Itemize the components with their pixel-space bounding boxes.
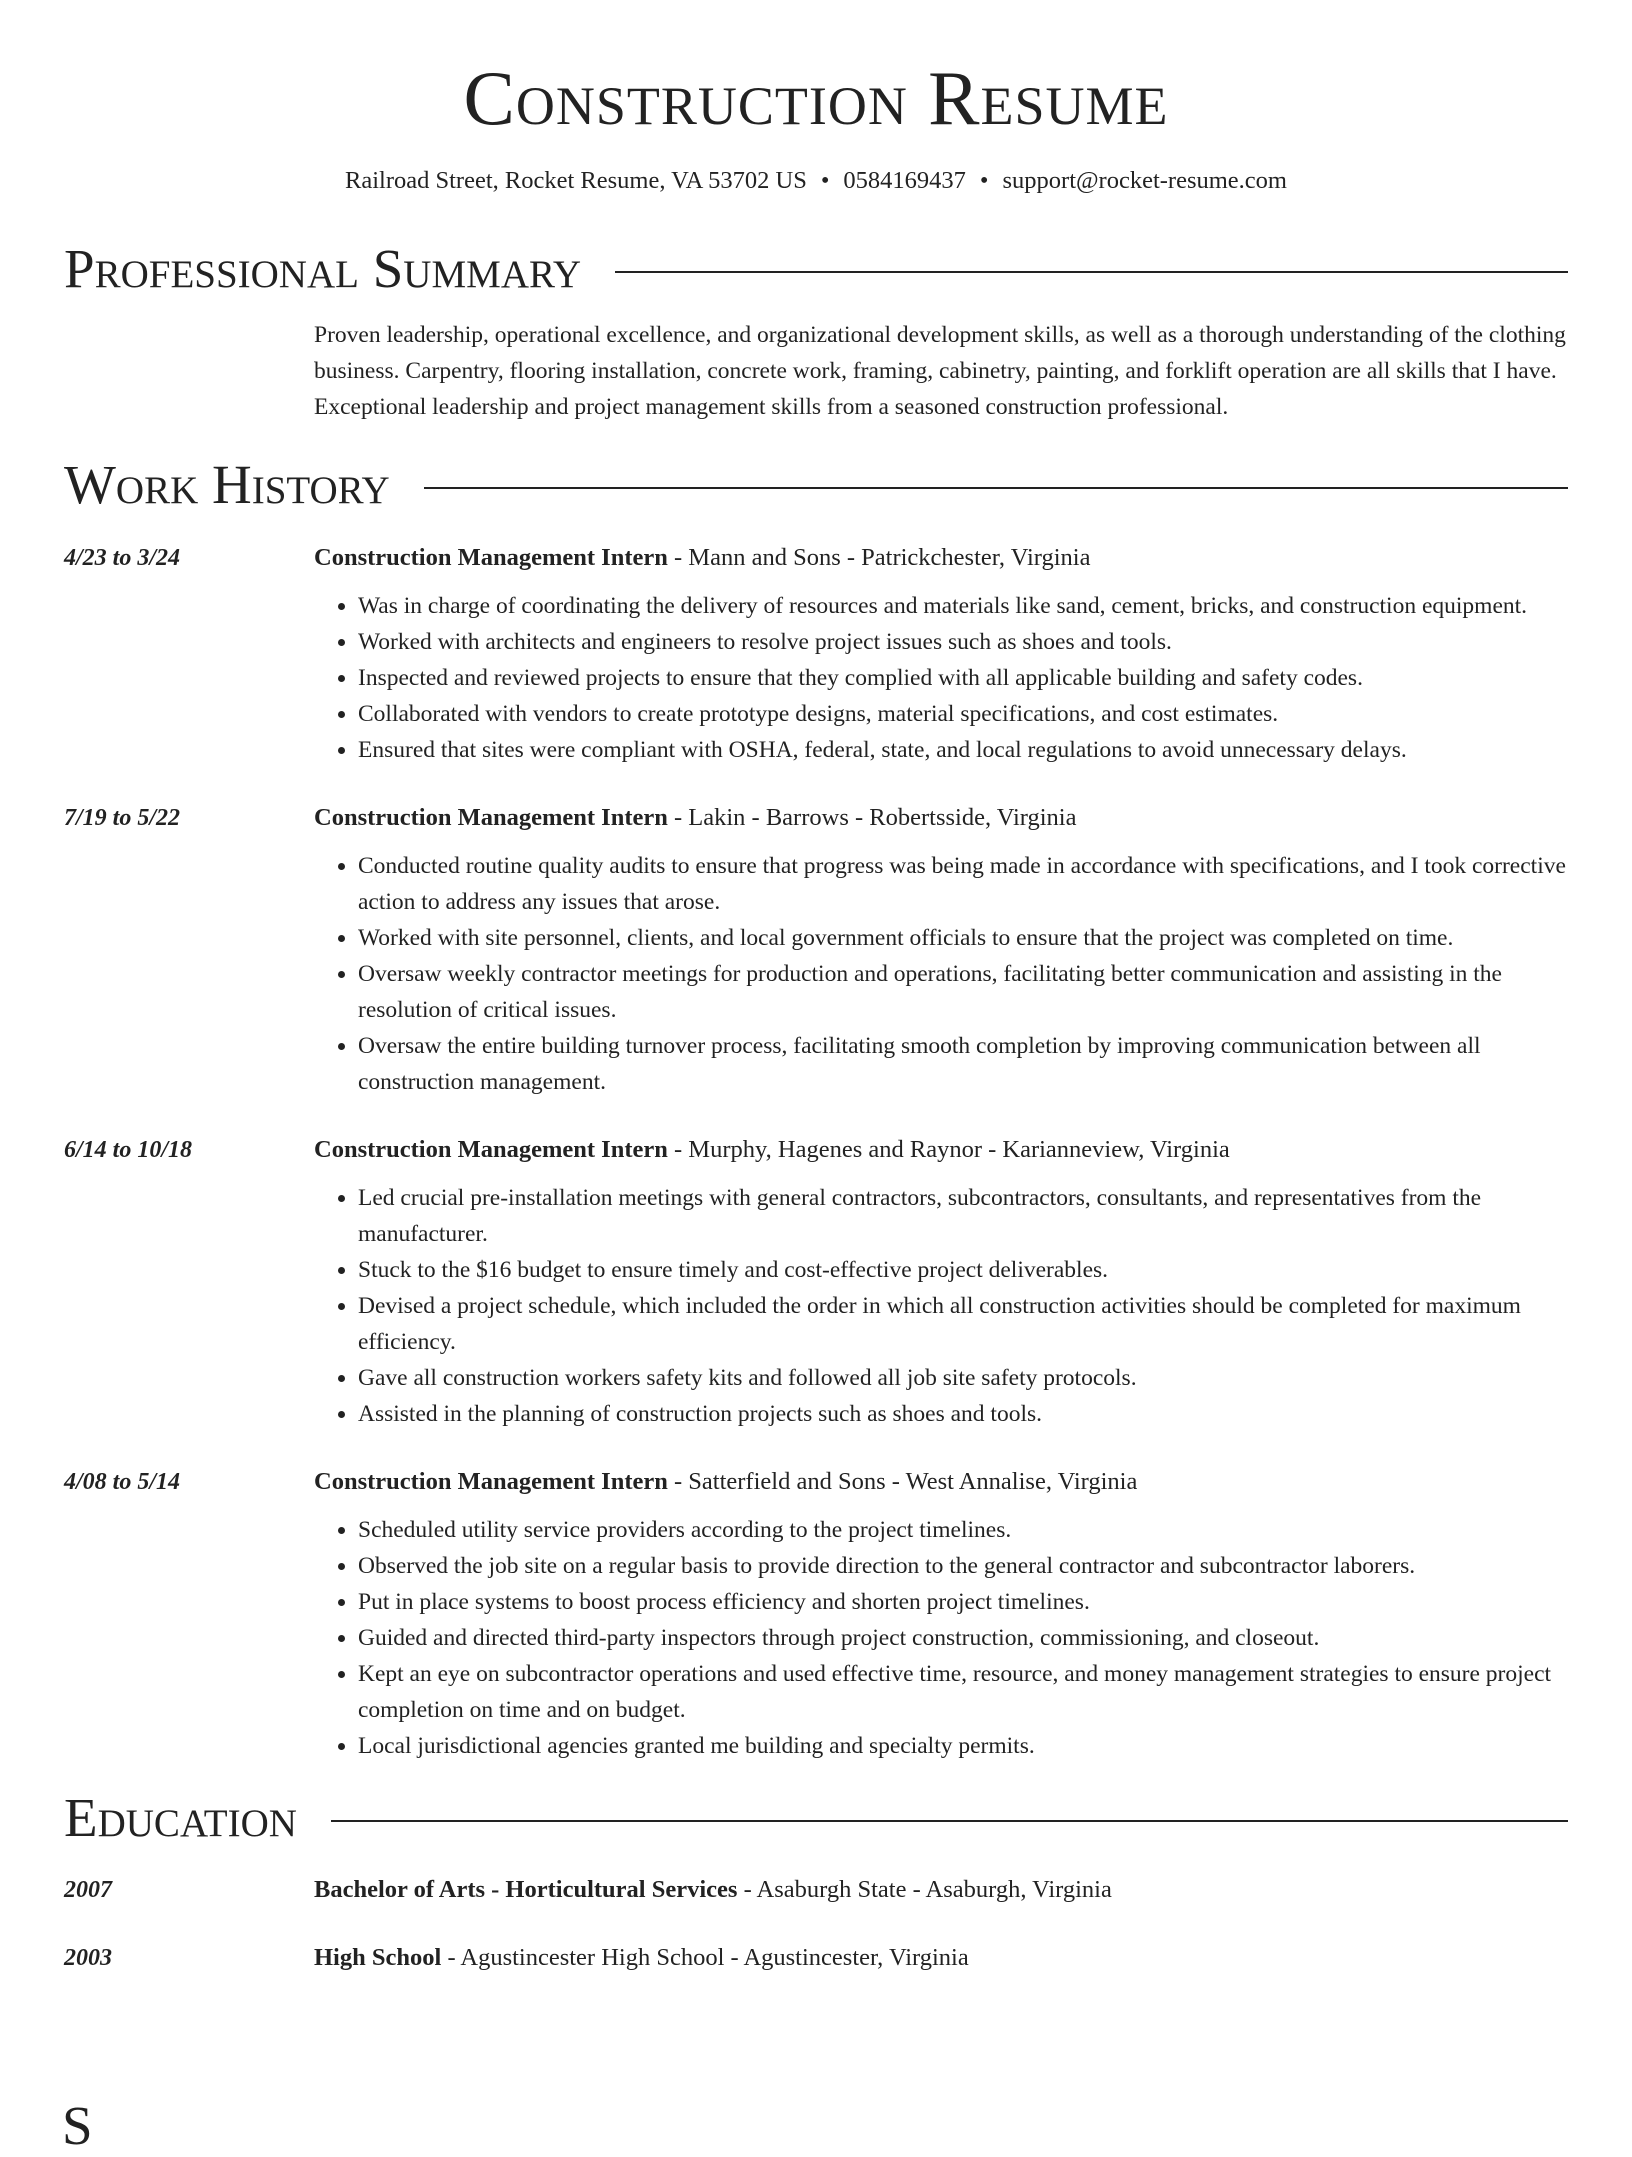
job-employer-location: - Murphy, Hagenes and Raynor - Karianneview, Virginia (667, 1135, 1230, 1163)
contact-separator: • (979, 166, 989, 194)
contact-phone: 0584169437 (843, 166, 966, 194)
job-bullet: • Was in charge of coordinating the delivery of resources and materials like sand, cement, bricks, and construction equipment. (358, 588, 1568, 624)
job-bullet: • Worked with site personnel, clients, and local government officials to ensure that the project was completed on time. (358, 920, 1568, 956)
job-entry (64, 540, 1568, 768)
education-entry (64, 1940, 1568, 1976)
job-bullet: • Guided and directed third-party inspectors through project construction, commissioning, and closeout. (358, 1620, 1568, 1656)
job-bullet: • Scheduled utility service providers according to the project timelines. (358, 1512, 1568, 1548)
section-divider (331, 1820, 1568, 1822)
job-title-line (314, 540, 1568, 576)
job-dates: 4/23 to 3/24 (64, 544, 181, 571)
job-bullet: • Devised a project schedule, which included the order in which all construction activities should be completed for maximum efficiency. (358, 1288, 1568, 1360)
summary-heading: Professional Summary (64, 237, 582, 299)
job-bullet: • Collaborated with vendors to create prototype designs, material specifications, and cost estimates. (358, 696, 1568, 732)
contact-line (64, 167, 1568, 195)
job-bullet: • Gave all construction workers safety kits and followed all job site safety protocols. (358, 1360, 1568, 1396)
section-divider (615, 271, 1568, 273)
job-role: Construction Management Intern (314, 1467, 668, 1495)
job-entry (64, 1132, 1568, 1432)
job-bullet: • Ensured that sites were compliant with OSHA, federal, state, and local regulations to avoid unnecessary delays. (358, 732, 1568, 768)
job-bullets (314, 1180, 1568, 1432)
job-bullet: • Observed the job site on a regular basis to provide direction to the general contractor and subcontractor laborers. (358, 1548, 1568, 1584)
next-section-heading-partial: S (62, 2095, 93, 2156)
job-bullet: • Conducted routine quality audits to ensure that progress was being made in accordance with specifications, and I took corrective action to address any issues that arose. (358, 848, 1568, 920)
job-role: Construction Management Intern (314, 1135, 668, 1163)
education-degree: High School (314, 1944, 442, 1972)
education-year: 2003 (64, 1945, 112, 1972)
job-title-line (314, 800, 1568, 836)
job-employer-location: - Lakin - Barrows - Robertsside, Virginia (667, 803, 1077, 831)
job-bullets (314, 1512, 1568, 1764)
job-bullet: • Oversaw the entire building turnover process, facilitating smooth completion by improving communication between all construction management. (358, 1028, 1568, 1100)
summary-section-header (64, 239, 1568, 300)
work-section-header (64, 455, 1568, 516)
job-bullet: • Stuck to the $16 budget to ensure timely and cost-effective project deliverables. (358, 1252, 1568, 1288)
job-bullets (314, 588, 1568, 768)
job-bullet: • Put in place systems to boost process efficiency and shorten project timelines. (358, 1584, 1568, 1620)
job-dates: 6/14 to 10/18 (64, 1136, 193, 1163)
job-bullet: • Worked with architects and engineers to resolve project issues such as shoes and tools. (358, 624, 1568, 660)
section-divider (424, 487, 1568, 489)
job-role: Construction Management Intern (314, 803, 668, 831)
job-bullet: • Inspected and reviewed projects to ensure that they complied with all applicable building and safety codes. (358, 660, 1568, 696)
job-entry (64, 1464, 1568, 1764)
job-dates: 4/08 to 5/14 (64, 1468, 181, 1495)
summary-text: Proven leadership, operational excellence, and organizational development skills, as well as a thorough understanding of the clothing business. Carpentry, flooring installation, concrete work, framing, cabinetry, painting, and forklift operation are all skills that I have. Exceptional leadership and project management skills from a seasoned construction professional. (314, 322, 1566, 421)
work-history-list (64, 540, 1568, 1764)
education-school-location: - Agustincester High School - Agustincester, Virginia (441, 1944, 969, 1972)
education-year: 2007 (64, 1877, 112, 1904)
job-role: Construction Management Intern (314, 543, 668, 571)
job-bullet: • Local jurisdictional agencies granted me building and specialty permits. (358, 1728, 1568, 1764)
job-title-line (314, 1132, 1568, 1168)
job-employer-location: - Satterfield and Sons - West Annalise, Virginia (667, 1467, 1138, 1495)
resume-title: Construction Resume (463, 55, 1169, 141)
job-bullet: • Kept an eye on subcontractor operations and used effective time, resource, and money management strategies to ensure project completion on time and on budget. (358, 1656, 1568, 1728)
job-dates: 7/19 to 5/22 (64, 804, 181, 831)
education-section-header (64, 1788, 1568, 1849)
education-list (64, 1872, 1568, 1976)
job-title-line (314, 1464, 1568, 1500)
contact-address: Railroad Street, Rocket Resume, VA 53702 US (345, 166, 807, 194)
education-school-location: - Asaburgh State - Asaburgh, Virginia (737, 1876, 1112, 1904)
job-employer-location: - Mann and Sons - Patrickchester, Virginia (667, 543, 1091, 571)
work-heading: Work History (64, 454, 390, 516)
job-bullet: • Assisted in the planning of construction projects such as shoes and tools. (358, 1396, 1568, 1432)
education-entry (64, 1872, 1568, 1908)
contact-separator: • (820, 166, 830, 194)
job-entry (64, 800, 1568, 1100)
education-heading: Education (64, 1786, 297, 1848)
contact-email: support@rocket-resume.com (1002, 166, 1287, 194)
job-bullet: • Oversaw weekly contractor meetings for production and operations, facilitating better communication and assisting in the resolution of critical issues. (358, 956, 1568, 1028)
education-degree: Bachelor of Arts - Horticultural Services (314, 1876, 738, 1904)
job-bullets (314, 848, 1568, 1100)
job-bullet: • Led crucial pre-installation meetings with general contractors, subcontractors, consultants, and representatives from the manufacturer. (358, 1180, 1568, 1252)
